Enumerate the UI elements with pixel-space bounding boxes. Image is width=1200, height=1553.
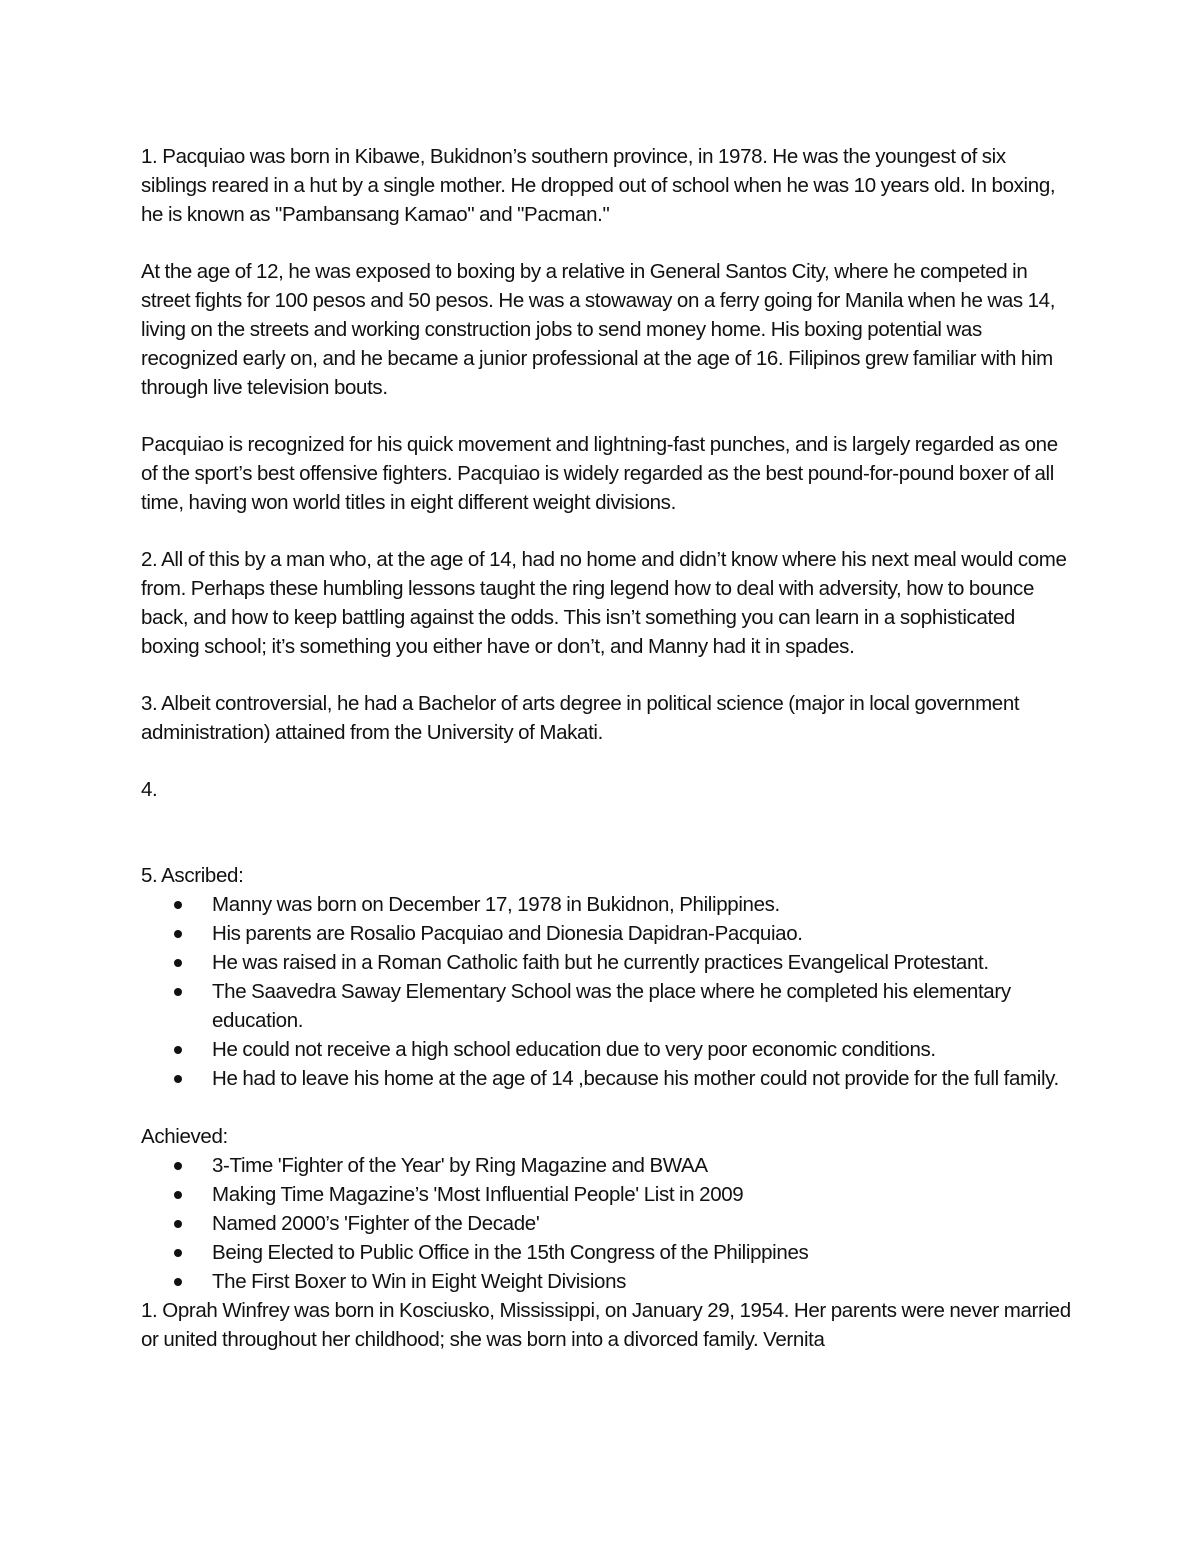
list-item (141, 1151, 1071, 1180)
bullet-icon (174, 1191, 182, 1199)
bullet-icon (174, 1046, 182, 1054)
list-item-text: He was raised in a Roman Catholic faith but he currently practices Evangelical Protestant. (212, 951, 989, 974)
ascribed-heading: 5. Ascribed: (141, 864, 244, 887)
paragraph-birth: 1. Pacquiao was born in Kibawe, Bukidnon’s southern province, in 1978. He was the youngest of six siblings reared in a hut by a single mother. He dropped out of school when he was 10 years old. In boxing, he is known as "Pambansang Kamao" and "Pacman." (141, 145, 1056, 226)
list-item-text: He had to leave his home at the age of 14 ,because his mother could not provide for the full family. (212, 1067, 1059, 1090)
bullet-icon (174, 959, 182, 967)
paragraph-fighting-style: Pacquiao is recognized for his quick movement and lightning-fast punches, and is largely regarded as one of the sport’s best offensive fighters. Pacquiao is widely regarded as the best pound-for-pound boxer of all time, having won world titles in eight different weight divisions. (141, 433, 1058, 514)
list-item-text: Making Time Magazine’s 'Most Influential People' List in 2009 (212, 1183, 744, 1206)
bullet-icon (174, 1075, 182, 1083)
achieved-list (141, 1151, 1071, 1296)
list-item-text: 3-Time 'Fighter of the Year' by Ring Magazine and BWAA (212, 1154, 708, 1177)
list-item-text: Named 2000’s 'Fighter of the Decade' (212, 1212, 540, 1235)
list-item (141, 1180, 1071, 1209)
list-item (141, 1064, 1071, 1093)
blank-space (141, 1093, 1071, 1122)
bullet-icon (174, 1278, 182, 1286)
list-item-text: The First Boxer to Win in Eight Weight Divisions (212, 1270, 627, 1293)
list-item-text: He could not receive a high school education due to very poor economic conditions. (212, 1038, 936, 1061)
list-item (141, 919, 1071, 948)
ascribed-list (141, 890, 1071, 1093)
bullet-icon (174, 1162, 182, 1170)
bullet-icon (174, 1220, 182, 1228)
list-item (141, 890, 1071, 919)
bullet-icon (174, 1249, 182, 1257)
paragraph-early-boxing: At the age of 12, he was exposed to boxing by a relative in General Santos City, where he competed in street fights for 100 pesos and 50 pesos. He was a stowaway on a ferry going for Manila when he was 14, living on the streets and working construction jobs to send money home. His boxing potential was recognized early on, and he became a junior professional at the age of 16. Filipinos grew familiar with him through live television bouts. (141, 260, 1056, 399)
achieved-heading: Achieved: (141, 1125, 228, 1148)
paragraph-oprah-birth: 1. Oprah Winfrey was born in Kosciusko, Mississippi, on January 29, 1954. Her parents were never married or united throughout her childhood; she was born into a divorced family. Vernita (141, 1299, 1071, 1351)
list-item (141, 977, 1071, 1035)
list-item-text: His parents are Rosalio Pacquiao and Dionesia Dapidran-Pacquiao. (212, 922, 803, 945)
paragraph-item-4: 4. (141, 778, 158, 801)
list-item-text: Manny was born on December 17, 1978 in Bukidnon, Philippines. (212, 893, 780, 916)
list-item (141, 948, 1071, 977)
list-item-text: Being Elected to Public Office in the 15th Congress of the Philippines (212, 1241, 809, 1264)
document-body (141, 142, 1071, 1354)
bullet-icon (174, 988, 182, 996)
list-item (141, 1238, 1071, 1267)
list-item (141, 1209, 1071, 1238)
blank-space (141, 804, 1071, 861)
bullet-icon (174, 901, 182, 909)
list-item (141, 1267, 1071, 1296)
paragraph-adversity: 2. All of this by a man who, at the age of 14, had no home and didn’t know where his next meal would come from. Perhaps these humbling lessons taught the ring legend how to deal with adversity, how to bounce back, and how to keep battling against the odds. This isn’t something you can learn in a sophisticated boxing school; it’s something you either have or don’t, and Manny had it in spades. (141, 548, 1067, 658)
list-item-text: The Saavedra Saway Elementary School was the place where he completed his elementary education. (212, 980, 1011, 1032)
bullet-icon (174, 930, 182, 938)
paragraph-education: 3. Albeit controversial, he had a Bachelor of arts degree in political science (major in local government administration) attained from the University of Makati. (141, 692, 1020, 744)
list-item (141, 1035, 1071, 1064)
